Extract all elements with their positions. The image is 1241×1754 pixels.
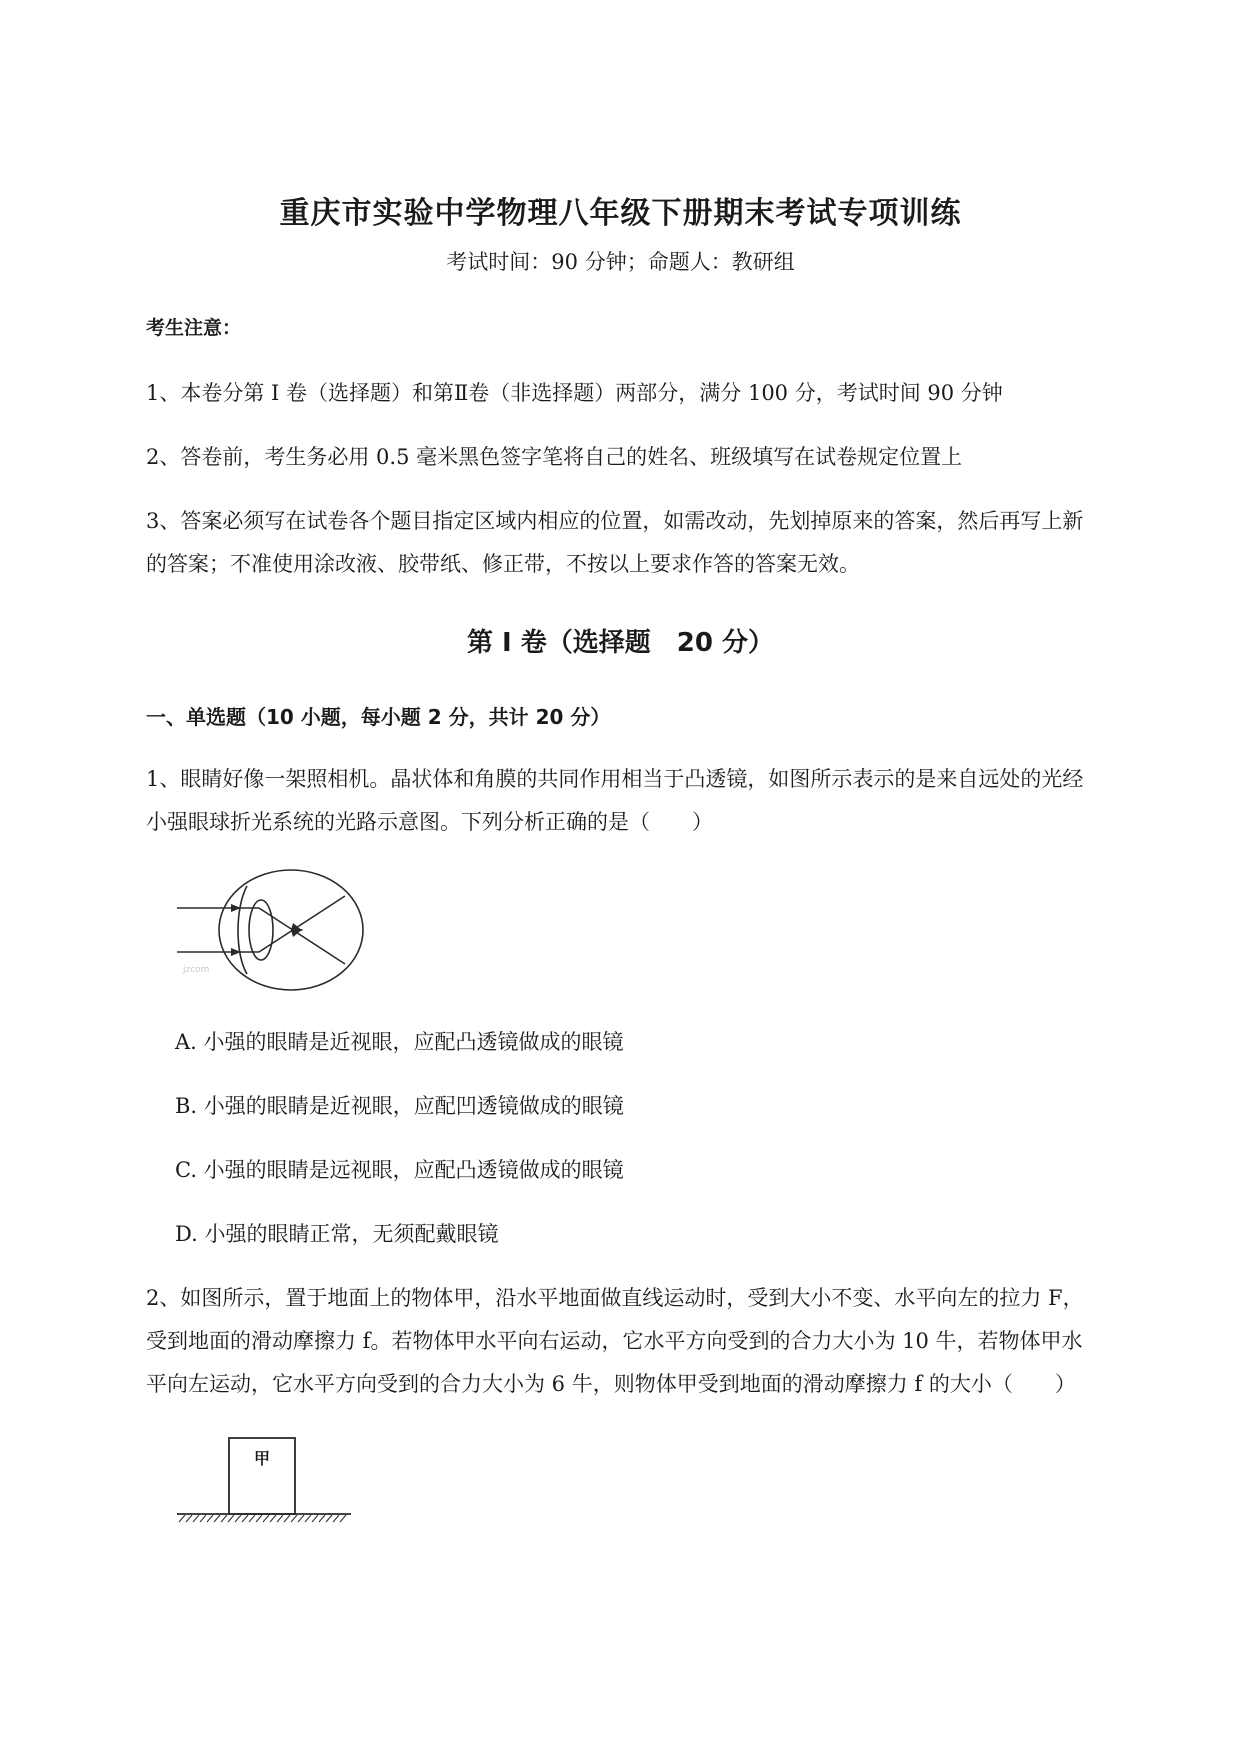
figure-watermark: jzcom <box>183 965 210 975</box>
question-2-text: 2、如图所示，置于地面上的物体甲，沿水平地面做直线运动时，受到大小不变、水平向左的拉力 F， <box>146 1286 1084 1310</box>
notice-item: 2、答卷前，考生务必用 0.5 毫米黑色签字笔将自己的姓名、班级填写在试卷规定位置上 <box>146 445 963 469</box>
block-label: 甲 <box>253 1449 271 1468</box>
notice-item: 1、本卷分第 I 卷（选择题）和第Ⅱ卷（非选择题）两部分，满分 100 分，考试时间 90 分钟 <box>146 381 1003 405</box>
notice-item: 3、答案必须写在试卷各个题目指定区域内相应的位置，如需改动，先划掉原来的答案，然后再写上新 <box>146 509 1084 533</box>
refracted-ray <box>259 908 345 964</box>
question-2-text: 平向左运动，它水平方向受到的合力大小为 6 牛，则物体甲受到地面的滑动摩擦力 f 的大小（ ） <box>146 1372 1076 1396</box>
page-title: 重庆市实验中学物理八年级下册期末考试专项训练 <box>279 196 962 231</box>
cornea <box>238 886 247 974</box>
block-on-ground-figure <box>175 1430 355 1530</box>
notice-item-continued: 的答案；不准使用涂改液、胶带纸、修正带，不按以上要求作答的答案无效。 <box>146 552 860 576</box>
eye-diagram-figure <box>175 868 375 998</box>
refracted-ray <box>259 896 345 952</box>
section-title: 第 I 卷（选择题 20 分） <box>466 628 774 658</box>
question-2-text: 受到地面的滑动摩擦力 f。若物体甲水平向右运动，它水平方向受到的合力大小为 10 牛，若物体甲水 <box>146 1329 1083 1353</box>
question-1-text: 小强眼球折光系统的光路示意图。下列分析正确的是（ ） <box>146 810 713 834</box>
option-b: B. 小强的眼睛是近视眼，应配凹透镜做成的眼镜 <box>175 1094 624 1118</box>
exam-info: 考试时间：90 分钟；命题人：教研组 <box>446 250 795 274</box>
option-d: D. 小强的眼睛正常，无须配戴眼镜 <box>175 1222 499 1246</box>
ground-hatching <box>179 1515 346 1522</box>
option-a: A. 小强的眼睛是近视眼，应配凸透镜做成的眼镜 <box>175 1030 624 1054</box>
option-c: C. 小强的眼睛是远视眼，应配凸透镜做成的眼镜 <box>175 1158 624 1182</box>
part-heading: 一、单选题（10 小题，每小题 2 分，共计 20 分） <box>146 705 611 729</box>
question-1-text: 1、眼睛好像一架照相机。晶状体和角膜的共同作用相当于凸透镜，如图所示表示的是来自远处的光经 <box>146 767 1084 791</box>
notice-heading: 考生注意： <box>146 317 242 339</box>
